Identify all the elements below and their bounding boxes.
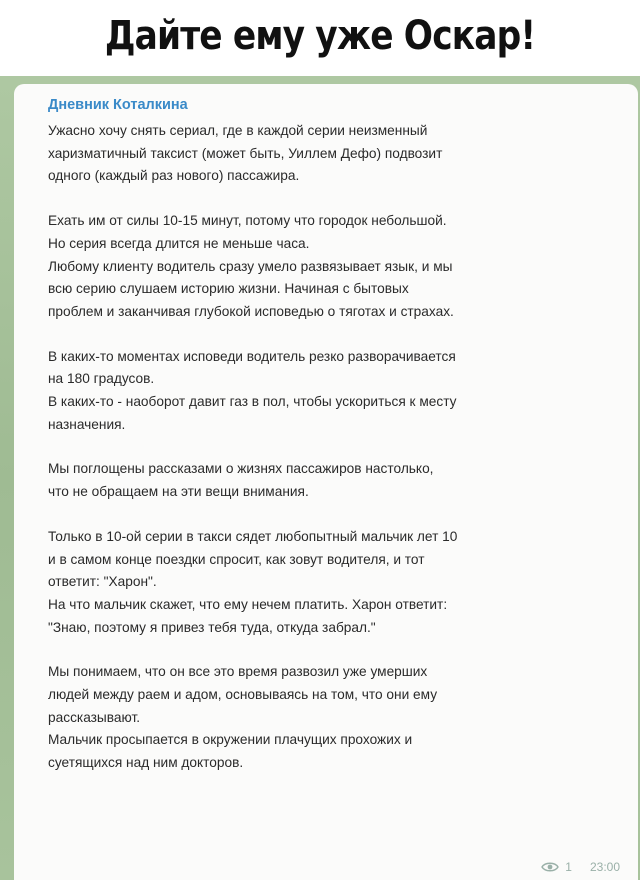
message-paragraph: Ехать им от силы 10-15 минут, потому что городок небольшой. Но серия всегда длится не меньше часа. Любому клиенту водитель сразу умело развязывает язык, и мы всю серию слушаем историю жизни. Начиная с бытовых проблем и заканчивая глубокой исповедью о тяготах и страхах.	[48, 213, 454, 319]
message-meta	[541, 860, 620, 874]
message-time: 23:00	[589, 860, 620, 874]
channel-name[interactable]: Дневник Коталкина	[48, 97, 188, 113]
message-paragraph: Мы понимаем, что он все это время развозил уже умерших людей между раем и адом, основываясь на том, что они ему рассказывают. Мальчик просыпается в окружении плачущих прохожих и суетящихся над ним докторов.	[48, 664, 438, 771]
message-text	[48, 120, 638, 775]
message-paragraph: Только в 10-ой серии в такси сядет любопытный мальчик лет 10 и в самом конце поездки спросит, как зовут водителя, и тот ответит: "Харон". На что мальчик скажет, что ему нечем платить. Харон ответит: "Знаю, поэтому я привез тебя туда, откуда забрал."	[48, 528, 458, 635]
message-bubble	[14, 84, 638, 880]
page-headline: Дайте ему уже Оскар!	[104, 13, 536, 59]
message-paragraph: Ужасно хочу снять сериал, где в каждой серии неизменный харизматичный таксист (может быть, Уиллем Дефо) подвозит одного (каждый раз нового) пассажира.	[48, 123, 443, 184]
message-paragraph: Мы поглощены рассказами о жизнях пассажиров настолько, что не обращаем на эти вещи внимания.	[48, 461, 434, 500]
view-count: 1	[565, 860, 572, 874]
eye-icon	[541, 861, 559, 873]
message-paragraph: В каких-то моментах исповеди водитель резко разворачивается на 180 градусов. В каких-то - наоборот давит газ в пол, чтобы ускориться к месту назначения.	[48, 348, 457, 432]
